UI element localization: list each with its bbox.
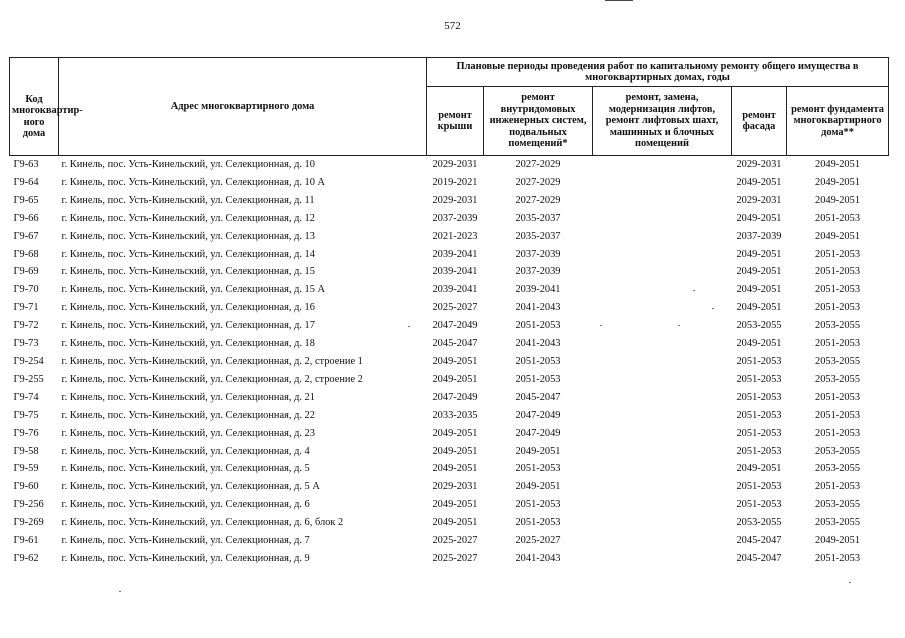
cell-elevators [593, 263, 732, 281]
table-row [10, 478, 889, 496]
cell-address: г. Кинель, пос. Усть-Кинельский, ул. Селекционная, д. 4 [61, 445, 310, 457]
table-row [10, 210, 889, 228]
cell-address: г. Кинель, пос. Усть-Кинельский, ул. Селекционная, д. 5 А [61, 481, 320, 493]
header-address: Адрес многоквартирного дома [59, 58, 427, 156]
cell-facade: 2049-2051 [736, 302, 782, 314]
cell-elevators [593, 353, 732, 371]
cell-code: Г9-69 [13, 266, 39, 278]
cell-code: Г9-60 [13, 481, 39, 493]
table-row [10, 335, 889, 353]
table-row [10, 389, 889, 407]
cell-address: г. Кинель, пос. Усть-Кинельский, ул. Селекционная, д. 18 [61, 338, 315, 350]
header-elevators: ремонт, замена, модернизация лифтов, ремонт лифтовых шахт, машинных и блочных помещений [593, 87, 732, 156]
cell-engineering: 2049-2051 [515, 445, 561, 457]
cell-facade: 2049-2051 [736, 176, 782, 188]
cell-engineering: 2049-2051 [515, 481, 561, 493]
cell-address: г. Кинель, пос. Усть-Кинельский, ул. Селекционная, д. 16 [61, 302, 315, 314]
cell-roof: 2039-2041 [432, 266, 478, 278]
scan-speck [600, 325, 602, 326]
cell-code: Г9-66 [13, 212, 39, 224]
cell-facade: 2037-2039 [736, 230, 782, 242]
cell-engineering: 2027-2029 [515, 176, 561, 188]
header-facade: ремонт фасада [732, 87, 787, 156]
cell-roof: 2029-2031 [432, 481, 478, 493]
cell-foundation: 2049-2051 [815, 159, 861, 170]
table-row [10, 228, 889, 246]
cell-elevators [593, 478, 732, 496]
cell-roof: 2047-2049 [432, 320, 478, 332]
cell-foundation: 2053-2055 [815, 373, 861, 385]
table-row [10, 514, 889, 532]
cell-facade: 2049-2051 [736, 248, 782, 260]
cell-foundation: 2051-2053 [815, 338, 861, 350]
cell-elevators [593, 407, 732, 425]
cell-foundation: 2053-2055 [815, 463, 861, 475]
cell-code: Г9-62 [13, 552, 39, 564]
table-row [10, 532, 889, 550]
cell-facade: 2029-2031 [736, 194, 782, 206]
table-row [10, 371, 889, 389]
cell-foundation: 2053-2055 [815, 517, 861, 529]
cell-engineering: 2047-2049 [515, 427, 561, 439]
cell-foundation: 2051-2053 [815, 481, 861, 493]
table-row [10, 246, 889, 264]
cell-facade: 2049-2051 [736, 463, 782, 475]
cell-roof: 2019-2021 [432, 176, 478, 188]
cell-elevators [593, 443, 732, 461]
cell-code: Г9-67 [13, 230, 39, 242]
cell-facade: 2029-2031 [736, 159, 782, 170]
cell-foundation: 2051-2053 [815, 552, 861, 564]
cell-roof: 2021-2023 [432, 230, 478, 242]
cell-code: Г9-74 [13, 391, 39, 403]
scan-speck [712, 308, 714, 309]
cell-elevators [593, 514, 732, 532]
cell-engineering: 2027-2029 [515, 194, 561, 206]
cell-roof: 2049-2051 [432, 373, 478, 385]
cell-engineering: 2037-2039 [515, 266, 561, 278]
cell-engineering: 2037-2039 [515, 248, 561, 260]
cell-engineering: 2035-2037 [515, 230, 561, 242]
cell-foundation: 2051-2053 [815, 266, 861, 278]
cell-roof: 2025-2027 [432, 535, 478, 547]
capital-repair-table [9, 57, 889, 568]
cell-address: г. Кинель, пос. Усть-Кинельский, ул. Селекционная, д. 22 [61, 409, 315, 421]
cell-engineering: 2051-2053 [515, 499, 561, 511]
cell-facade: 2051-2053 [736, 445, 782, 457]
cell-facade: 2051-2053 [736, 481, 782, 493]
cell-elevators [593, 281, 732, 299]
cell-address: г. Кинель, пос. Усть-Кинельский, ул. Селекционная, д. 10 А [61, 176, 326, 188]
top-rule [605, 0, 633, 1]
cell-roof: 2037-2039 [432, 212, 478, 224]
cell-roof: 2045-2047 [432, 338, 478, 350]
scan-speck [119, 591, 121, 592]
cell-engineering: 2051-2053 [515, 355, 561, 367]
cell-roof: 2049-2051 [432, 427, 478, 439]
cell-address: г. Кинель, пос. Усть-Кинельский, ул. Селекционная, д. 12 [61, 212, 315, 224]
cell-elevators [593, 335, 732, 353]
cell-address: г. Кинель, пос. Усть-Кинельский, ул. Селекционная, д. 14 [61, 248, 315, 260]
cell-roof: 2033-2035 [432, 409, 478, 421]
cell-foundation: 2049-2051 [815, 176, 861, 188]
cell-code: Г9-68 [13, 248, 39, 260]
cell-roof: 2025-2027 [432, 552, 478, 564]
table-row [10, 299, 889, 317]
cell-foundation: 2051-2053 [815, 212, 861, 224]
cell-code: Г9-61 [13, 535, 39, 547]
cell-facade: 2045-2047 [736, 552, 782, 564]
cell-foundation: 2053-2055 [815, 499, 861, 511]
scan-speck [693, 290, 695, 291]
cell-facade: 2051-2053 [736, 409, 782, 421]
cell-engineering: 2039-2041 [515, 284, 561, 296]
table-header [10, 58, 889, 156]
table-row [10, 192, 889, 210]
cell-elevators [593, 371, 732, 389]
cell-engineering: 2051-2053 [515, 517, 561, 529]
page-number: 572 [444, 20, 461, 32]
cell-code: Г9-71 [13, 302, 39, 314]
cell-roof: 2029-2031 [432, 159, 478, 170]
cell-roof: 2049-2051 [432, 445, 478, 457]
cell-foundation: 2051-2053 [815, 391, 861, 403]
cell-foundation: 2051-2053 [815, 427, 861, 439]
cell-roof: 2049-2051 [432, 499, 478, 511]
cell-code: Г9-76 [13, 427, 39, 439]
scan-speck [849, 582, 851, 583]
cell-facade: 2053-2055 [736, 320, 782, 332]
cell-facade: 2051-2053 [736, 355, 782, 367]
cell-address: г. Кинель, пос. Усть-Кинельский, ул. Селекционная, д. 5 [61, 463, 310, 475]
cell-foundation: 2049-2051 [815, 194, 861, 206]
table-row [10, 317, 889, 335]
cell-elevators [593, 210, 732, 228]
cell-facade: 2045-2047 [736, 535, 782, 547]
cell-foundation: 2053-2055 [815, 445, 861, 457]
cell-code: Г9-63 [13, 159, 39, 170]
header-engineering: ремонт внутридомовых инженерных систем, подвальных помещений* [484, 87, 593, 156]
cell-foundation: 2049-2051 [815, 230, 861, 242]
table-row [10, 174, 889, 192]
cell-address: г. Кинель, пос. Усть-Кинельский, ул. Селекционная, д. 2, строение 2 [61, 373, 363, 385]
cell-address: г. Кинель, пос. Усть-Кинельский, ул. Селекционная, д. 15 [61, 266, 315, 278]
scan-speck [678, 325, 680, 326]
cell-facade: 2049-2051 [736, 338, 782, 350]
cell-facade: 2049-2051 [736, 284, 782, 296]
cell-address: г. Кинель, пос. Усть-Кинельский, ул. Селекционная, д. 6 [61, 499, 310, 511]
cell-facade: 2051-2053 [736, 373, 782, 385]
cell-address: г. Кинель, пос. Усть-Кинельский, ул. Селекционная, д. 9 [61, 552, 310, 564]
cell-elevators [593, 299, 732, 317]
cell-engineering: 2041-2043 [515, 302, 561, 314]
cell-code: Г9-64 [13, 176, 39, 188]
cell-facade: 2051-2053 [736, 427, 782, 439]
cell-foundation: 2051-2053 [815, 409, 861, 421]
cell-elevators [593, 550, 732, 568]
cell-roof: 2025-2027 [432, 302, 478, 314]
table-row [10, 425, 889, 443]
cell-engineering: 2051-2053 [515, 463, 561, 475]
table-row [10, 281, 889, 299]
cell-foundation: 2053-2055 [815, 320, 861, 332]
cell-address: г. Кинель, пос. Усть-Кинельский, ул. Селекционная, д. 10 [61, 159, 315, 170]
cell-elevators [593, 246, 732, 264]
scan-speck [408, 326, 410, 327]
cell-elevators [593, 425, 732, 443]
cell-foundation: 2053-2055 [815, 355, 861, 367]
table-row [10, 263, 889, 281]
cell-roof: 2029-2031 [432, 194, 478, 206]
header-periods: Плановые периоды проведения работ по капитальному ремонту общего имущества в многоквартирных домах, годы [427, 58, 889, 87]
cell-roof: 2049-2051 [432, 463, 478, 475]
cell-code: Г9-254 [13, 355, 44, 367]
table-row [10, 496, 889, 514]
cell-facade: 2051-2053 [736, 499, 782, 511]
cell-address: г. Кинель, пос. Усть-Кинельский, ул. Селекционная, д. 11 [61, 194, 315, 206]
cell-engineering: 2027-2029 [515, 159, 561, 170]
cell-engineering: 2041-2043 [515, 552, 561, 564]
cell-engineering: 2045-2047 [515, 391, 561, 403]
cell-address: г. Кинель, пос. Усть-Кинельский, ул. Селекционная, д. 13 [61, 230, 315, 242]
header-foundation: ремонт фундамента многоквартирного дома** [787, 87, 889, 156]
cell-elevators [593, 460, 732, 478]
cell-facade: 2049-2051 [736, 266, 782, 278]
cell-elevators [593, 389, 732, 407]
cell-code: Г9-65 [13, 194, 39, 206]
cell-engineering: 2041-2043 [515, 338, 561, 350]
cell-elevators [593, 317, 732, 335]
table-row [10, 353, 889, 371]
table-row [10, 443, 889, 461]
table-row [10, 460, 889, 478]
cell-address: г. Кинель, пос. Усть-Кинельский, ул. Селекционная, д. 21 [61, 391, 315, 403]
cell-elevators [593, 228, 732, 246]
table-row [10, 407, 889, 425]
cell-elevators [593, 174, 732, 192]
cell-engineering: 2051-2053 [515, 373, 561, 385]
cell-roof: 2049-2051 [432, 355, 478, 367]
table-row [10, 550, 889, 568]
cell-code: Г9-70 [13, 284, 39, 296]
cell-address: г. Кинель, пос. Усть-Кинельский, ул. Селекционная, д. 17 [61, 320, 315, 332]
cell-facade: 2053-2055 [736, 517, 782, 529]
cell-address: г. Кинель, пос. Усть-Кинельский, ул. Селекционная, д. 15 А [61, 284, 326, 296]
cell-foundation: 2051-2053 [815, 248, 861, 260]
cell-engineering: 2047-2049 [515, 409, 561, 421]
cell-roof: 2039-2041 [432, 284, 478, 296]
cell-address: г. Кинель, пос. Усть-Кинельский, ул. Селекционная, д. 2, строение 1 [61, 355, 363, 367]
table-row [10, 156, 889, 174]
cell-foundation: 2051-2053 [815, 284, 861, 296]
cell-elevators [593, 192, 732, 210]
cell-code: Г9-256 [13, 499, 44, 511]
cell-roof: 2039-2041 [432, 248, 478, 260]
cell-roof: 2047-2049 [432, 391, 478, 403]
table-body [10, 156, 889, 568]
cell-address: г. Кинель, пос. Усть-Кинельский, ул. Селекционная, д. 23 [61, 427, 315, 439]
cell-engineering: 2035-2037 [515, 212, 561, 224]
cell-foundation: 2049-2051 [815, 535, 861, 547]
cell-address: г. Кинель, пос. Усть-Кинельский, ул. Селекционная, д. 6, блок 2 [61, 517, 344, 529]
cell-facade: 2049-2051 [736, 212, 782, 224]
header-code: Код многоквартир-ного дома [10, 58, 59, 156]
cell-code: Г9-59 [13, 463, 39, 475]
cell-engineering: 2025-2027 [515, 535, 561, 547]
cell-elevators [593, 156, 732, 174]
cell-engineering: 2051-2053 [515, 320, 561, 332]
cell-code: Г9-269 [13, 517, 44, 529]
cell-address: г. Кинель, пос. Усть-Кинельский, ул. Селекционная, д. 7 [61, 535, 310, 547]
cell-foundation: 2051-2053 [815, 302, 861, 314]
header-roof: ремонт крыши [427, 87, 484, 156]
cell-code: Г9-58 [13, 445, 39, 457]
cell-code: Г9-75 [13, 409, 39, 421]
cell-elevators [593, 496, 732, 514]
cell-elevators [593, 532, 732, 550]
cell-code: Г9-255 [13, 373, 44, 385]
cell-code: Г9-72 [13, 320, 39, 332]
cell-facade: 2051-2053 [736, 391, 782, 403]
cell-roof: 2049-2051 [432, 517, 478, 529]
cell-code: Г9-73 [13, 338, 39, 350]
